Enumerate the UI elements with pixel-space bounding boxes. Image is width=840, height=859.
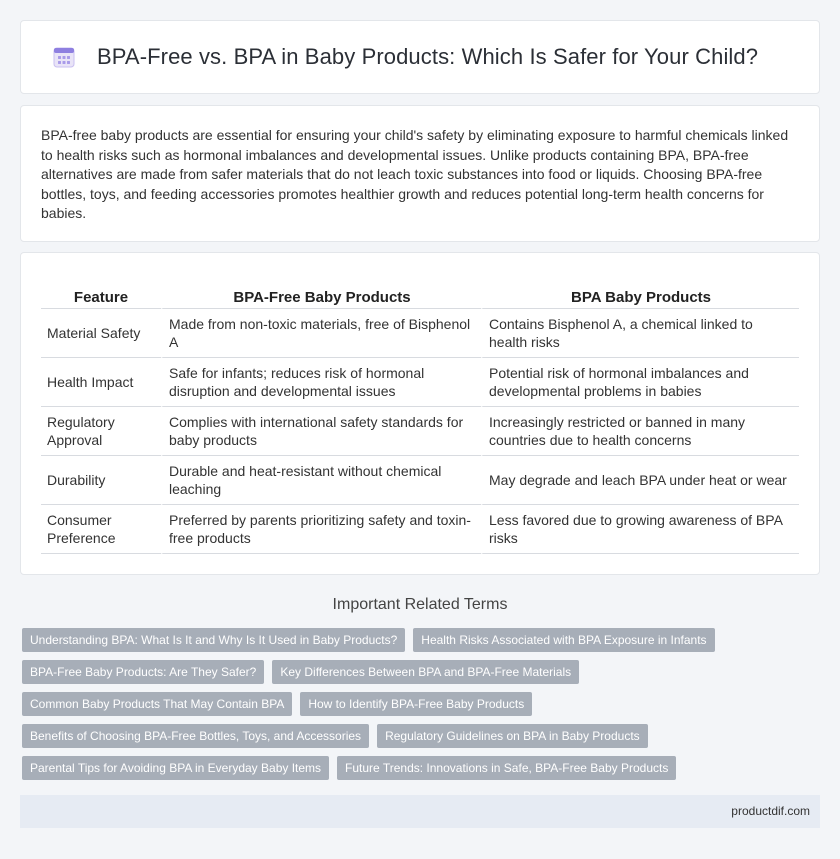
table-row	[41, 407, 799, 456]
calendar-icon	[51, 44, 77, 70]
row-bpa-value: Less favored due to growing awareness of BPA risks	[481, 505, 799, 554]
column-header-bpa: BPA Baby Products	[481, 281, 799, 309]
row-feature: Material Safety	[41, 309, 161, 358]
row-bpa-free-value: Durable and heat-resistant without chemical leaching	[161, 456, 481, 505]
page-title: BPA-Free vs. BPA in Baby Products: Which Is Safer for Your Child?	[97, 44, 759, 69]
row-bpa-value: May degrade and leach BPA under heat or wear	[481, 456, 799, 505]
row-bpa-value: Contains Bisphenol A, a chemical linked to health risks	[481, 309, 799, 358]
related-tag-link[interactable]: Common Baby Products That May Contain BPA	[22, 692, 292, 716]
related-tag-link[interactable]: Parental Tips for Avoiding BPA in Everyday Baby Items	[22, 756, 329, 780]
intro-card	[20, 105, 820, 242]
related-tag-link[interactable]: BPA-Free Baby Products: Are They Safer?	[22, 660, 264, 684]
row-bpa-value: Potential risk of hormonal imbalances and developmental problems in babies	[481, 358, 799, 407]
related-terms-section	[20, 596, 820, 614]
row-bpa-value: Increasingly restricted or banned in many countries due to health concerns	[481, 407, 799, 456]
related-tag-link[interactable]: Key Differences Between BPA and BPA-Free Materials	[272, 660, 579, 684]
column-header-feature: Feature	[41, 281, 161, 309]
related-tag-link[interactable]: Health Risks Associated with BPA Exposure in Infants	[413, 628, 714, 652]
table-row	[41, 456, 799, 505]
row-feature: Durability	[41, 456, 161, 505]
table-row	[41, 505, 799, 554]
intro-text: BPA-free baby products are essential for ensuring your child's safety by eliminating exposure to harmful chemicals linked to health risks such as hormonal imbalances and developmental issues. Unlike products containing BPA, BPA-free alternatives are made from safer materials that do not leach toxic substances into food or liquids. Choosing BPA-free bottles, toys, and feeding accessories promotes healthier growth and reduces potential long-term health concerns for babies.	[41, 127, 789, 222]
comparison-table	[41, 281, 799, 554]
related-tag-link[interactable]: Regulatory Guidelines on BPA in Baby Products	[377, 724, 648, 748]
row-bpa-free-value: Complies with international safety standards for baby products	[161, 407, 481, 456]
row-bpa-free-value: Safe for infants; reduces risk of hormonal disruption and developmental issues	[161, 358, 481, 407]
row-bpa-free-value: Made from non-toxic materials, free of Bisphenol A	[161, 309, 481, 358]
row-bpa-free-value: Preferred by parents prioritizing safety and toxin-free products	[161, 505, 481, 554]
row-feature: Health Impact	[41, 358, 161, 407]
related-tag-link[interactable]: Understanding BPA: What Is It and Why Is It Used in Baby Products?	[22, 628, 405, 652]
related-tag-link[interactable]: How to Identify BPA-Free Baby Products	[300, 692, 532, 716]
table-row	[41, 309, 799, 358]
related-terms-title: Important Related Terms	[332, 596, 508, 613]
footer	[20, 795, 820, 828]
table-header-row	[41, 281, 799, 309]
related-tags	[22, 628, 782, 788]
related-tag-link[interactable]: Benefits of Choosing BPA-Free Bottles, Toys, and Accessories	[22, 724, 369, 748]
column-header-bpa-free: BPA-Free Baby Products	[161, 281, 481, 309]
comparison-card	[20, 252, 820, 575]
row-feature: Consumer Preference	[41, 505, 161, 554]
row-feature: Regulatory Approval	[41, 407, 161, 456]
header-card	[20, 20, 820, 94]
table-row	[41, 358, 799, 407]
footer-site-name[interactable]: productdif.com	[731, 804, 810, 818]
related-tag-link[interactable]: Future Trends: Innovations in Safe, BPA-Free Baby Products	[337, 756, 676, 780]
